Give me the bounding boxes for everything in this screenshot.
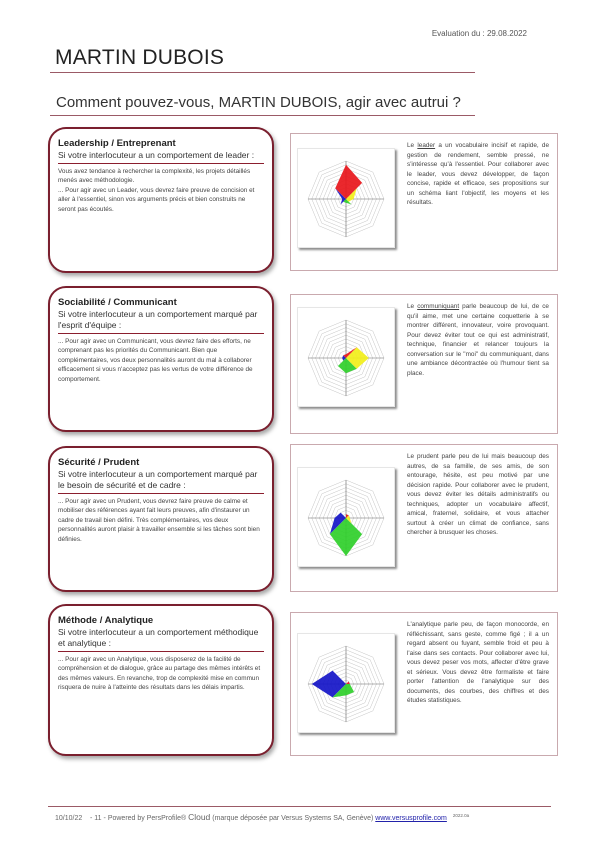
card-subtitle: Si votre interlocuteur a un comportement marqué par l'esprit d'équipe : — [58, 309, 264, 334]
radar-chart — [297, 307, 395, 407]
advice-card — [48, 446, 274, 592]
profile-panel — [290, 133, 558, 271]
footer-link[interactable]: www.versusprofile.com — [375, 815, 447, 822]
page-heading: Comment pouvez-vous, MARTIN DUBOIS, agir avec autrui ? — [56, 94, 461, 111]
footer-divider — [48, 806, 551, 807]
footer-date: 10/10/22 — [55, 815, 83, 822]
keyword: communiquant — [417, 303, 460, 310]
profile-description: Le communiquant parle beaucoup de lui, de ce qu'il aime, met une certaine coquetterie à se montrer différent, innovateur, voire provoquant. Pour devez éviter tout ce qui est administratif, technique, financier et relancer toujours la conversation sur le "moi" du communiquant, dans une ambiance décontractée où l'humour tient sa place. — [407, 303, 549, 377]
radar-chart — [297, 148, 395, 248]
profile-panel — [290, 612, 558, 756]
divider — [50, 72, 475, 73]
card-title: Sécurité / Prudent — [58, 457, 140, 468]
radar-chart — [297, 467, 395, 567]
footer-trademark: (marque déposée par Versus Systems SA, Genève) — [212, 815, 374, 822]
card-subtitle: Si votre interlocuteur a un comportement marqué par le besoin de sécurité et de cadre : — [58, 469, 264, 494]
card-paragraph: ... Pour agir avec un Prudent, vous devrez faire preuve de calme et mobiliser des références ayant fait leurs preuves, afin d'instaurer un cadre de travail bien défini. Très complémentaires, vos deux personnalités auront plaisir à travailler ensemble si les tâches sont bien définies. — [58, 498, 260, 543]
footer-powered: Powered by PersProfile® — [107, 815, 187, 822]
footer-version: 2022.0a — [452, 812, 470, 818]
section-sociabilite — [48, 286, 558, 436]
card-title: Leadership / Entreprenant — [58, 138, 176, 149]
footer-page-number: - 11 - — [90, 815, 106, 822]
footer — [55, 812, 469, 822]
advice-card — [48, 286, 274, 432]
evaluation-date: Evaluation du : 29.08.2022 — [431, 29, 527, 38]
card-title: Méthode / Analytique — [58, 615, 154, 626]
advice-card — [48, 604, 274, 756]
advice-card — [48, 127, 274, 273]
card-paragraph: ... Pour agir avec un Leader, vous devrez faire preuve de concision et aller à l'essentiel, sinon vos arguments précis et bien construits ne seront pas écoutés. — [58, 186, 255, 213]
section-securite — [48, 446, 558, 596]
radar-chart — [297, 633, 395, 733]
card-paragraph: ... Pour agir avec un Communicant, vous devrez faire des efforts, ne comprenant pas les priorités du Communicant. Bien que complémentaires, vos deux personnalités auront du mal à collaborer efficacement si vous n'acceptez pas les vertus de votre différence de comportement. — [58, 338, 253, 383]
card-paragraph: ... Pour agir avec un Analytique, vous disposerez de la facilité de compréhension et de dialogue, grâce au partage des mêmes intérêts et des mêmes valeurs. En revanche, trop de complexité mise en commun risquera de nuire à l'atteinte des résultats dans les délais impartis. — [58, 656, 261, 692]
person-name: MARTIN DUBOIS — [55, 46, 225, 69]
card-title: Sociabilité / Communicant — [58, 297, 177, 308]
profile-description: L'analytique parle peu, de façon monocorde, en réfléchissant, sans geste, comme figé ; il a un regard absent ou fuyant, semble froid et peu à l'aise dans ses contacts. Pour collaborer avec lui, vous devez peser vos mots, affecter d'être grave et sérieux. Vous devez être formaliste et faire porter l'attention de l'analytique sur des documents, des courbes, des chiffres et des études statistiques. — [407, 621, 549, 704]
section-methode — [48, 604, 558, 764]
card-paragraph: Vous avez tendance à rechercher la complexité, les projets détaillés menés avec méthodologie. — [58, 168, 251, 185]
keyword: leader — [417, 142, 436, 149]
divider — [50, 115, 475, 116]
card-subtitle: Si votre interlocuteur a un comportement méthodique et analytique : — [58, 627, 264, 652]
profile-panel — [290, 444, 558, 592]
profile-description: Le leader a un vocabulaire incisif et rapide, de gestion de rendement, semble pressé, ne s'intéresse qu'à l'essentiel. Pour collaborer avec le leader, vous devez développer, de façon concise, rapide et efficace, ses propositions sur un schéma liant l'objectif, les moyens et les résultats. — [407, 142, 550, 206]
section-leadership — [48, 127, 558, 277]
profile-description: Le prudent parle peu de lui mais beaucoup des autres, de sa famille, de ses amis, de son entourage, hésite, est peu motivé par une décision rapide. Pour collaborer avec le prudent, vous devez éviter les détails administratifs ou techniques, adopter un vocabulaire affectif, amical, fraternel, solidaire, et vous attacher surtout à créer un climat de confiance, sans chercher à brusquer les choses. — [407, 453, 549, 536]
footer-cloud: Cloud — [188, 812, 211, 822]
card-subtitle: Si votre interlocuteur a un comportement de leader : — [58, 150, 264, 164]
profile-panel — [290, 294, 558, 434]
